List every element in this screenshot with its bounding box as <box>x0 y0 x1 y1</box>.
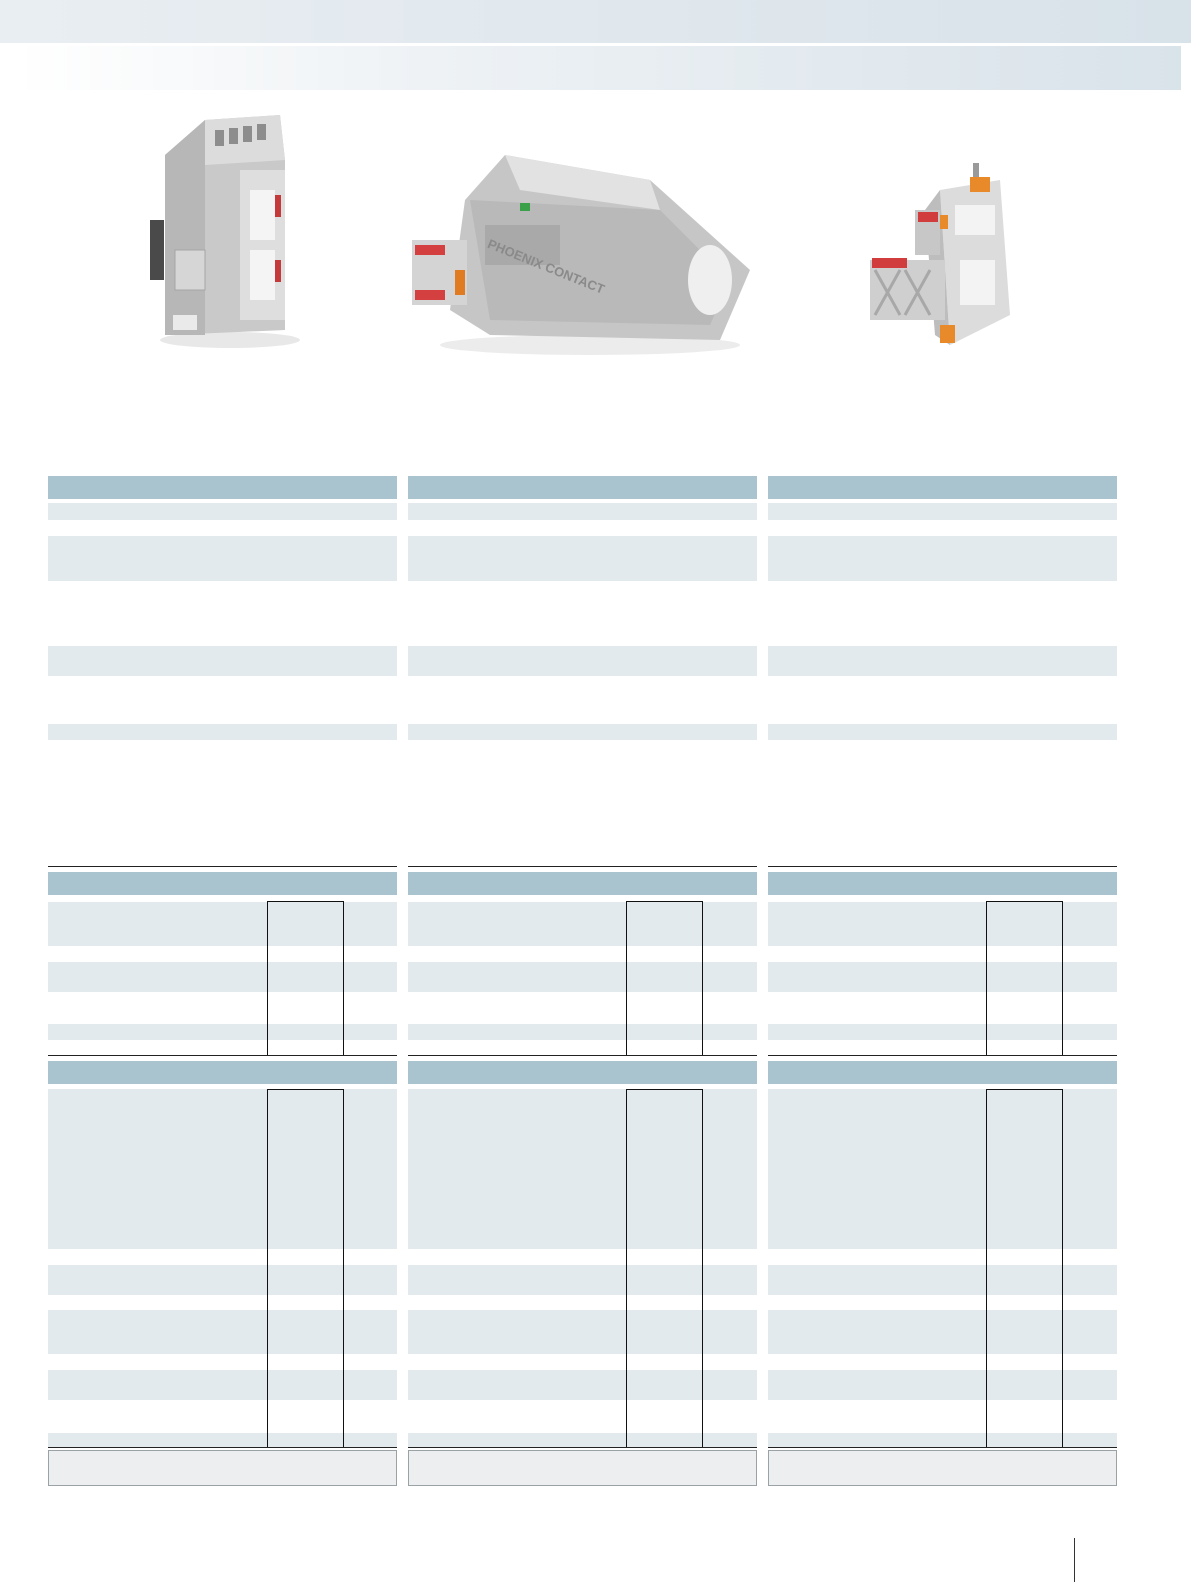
table-row <box>408 724 757 740</box>
table-row <box>768 536 1117 581</box>
table-header <box>48 1061 397 1084</box>
divider <box>702 901 703 1055</box>
divider <box>408 1447 757 1448</box>
table-header <box>48 476 397 499</box>
product-image-left <box>145 100 315 355</box>
divider <box>343 901 344 1055</box>
table-row <box>408 503 757 520</box>
table-row <box>48 1370 397 1400</box>
table-header <box>408 476 757 499</box>
table-row <box>48 902 397 946</box>
divider <box>702 1089 703 1448</box>
divider <box>986 1089 1063 1090</box>
divider <box>48 1447 397 1448</box>
divider <box>768 1055 1117 1056</box>
note-box <box>48 1450 397 1486</box>
table-row <box>408 1433 757 1447</box>
divider <box>1062 901 1063 1055</box>
product-image-center <box>410 140 770 362</box>
table-row <box>768 1433 1117 1447</box>
divider <box>267 901 268 1055</box>
table-row <box>768 902 1117 946</box>
table-row <box>48 646 397 676</box>
table-row <box>408 1265 757 1295</box>
table-row <box>48 536 397 581</box>
table-row <box>768 1024 1117 1040</box>
table-header <box>768 476 1117 499</box>
table-row <box>768 1310 1117 1354</box>
table-row <box>48 503 397 520</box>
divider <box>267 901 344 902</box>
divider <box>408 1055 757 1056</box>
table-header <box>768 1061 1117 1084</box>
header-bar <box>0 0 1191 43</box>
divider <box>267 1089 344 1090</box>
divider <box>768 1447 1117 1448</box>
divider <box>986 901 1063 902</box>
table-row <box>768 503 1117 520</box>
table-row <box>408 536 757 581</box>
table-row <box>768 646 1117 676</box>
table-row <box>768 724 1117 740</box>
table-row <box>408 646 757 676</box>
table-row <box>408 962 757 992</box>
table-row <box>408 1089 757 1249</box>
divider <box>768 866 1117 867</box>
divider <box>1062 1089 1063 1448</box>
note-box <box>408 1450 757 1486</box>
divider <box>48 1055 397 1056</box>
table-row <box>408 1024 757 1040</box>
table-header <box>48 872 397 895</box>
svg-text:PHOENIX CONTACT: PHOENIX CONTACT <box>485 236 607 297</box>
divider <box>343 1089 344 1448</box>
divider <box>626 1089 627 1448</box>
table-row <box>408 1370 757 1400</box>
divider <box>986 901 987 1055</box>
page-number-divider <box>1074 1538 1075 1582</box>
table-row <box>48 724 397 740</box>
table-row <box>768 1370 1117 1400</box>
table-row <box>408 1310 757 1354</box>
table-row <box>48 1433 397 1447</box>
table-row <box>408 902 757 946</box>
section-title-bar <box>15 46 1181 90</box>
table-row <box>48 1089 397 1249</box>
table-header <box>768 872 1117 895</box>
divider <box>48 866 397 867</box>
table-row <box>48 962 397 992</box>
table-row <box>768 1265 1117 1295</box>
divider <box>267 1089 268 1448</box>
divider <box>626 1089 703 1090</box>
table-row <box>48 1265 397 1295</box>
table-row <box>48 1310 397 1354</box>
divider <box>626 901 627 1055</box>
product-image-right <box>860 155 1030 355</box>
note-box <box>768 1450 1117 1486</box>
divider <box>408 866 757 867</box>
divider <box>626 901 703 902</box>
table-row <box>768 962 1117 992</box>
table-row <box>48 1024 397 1040</box>
table-header <box>408 872 757 895</box>
divider <box>986 1089 987 1448</box>
table-header <box>408 1061 757 1084</box>
table-row <box>768 1089 1117 1249</box>
